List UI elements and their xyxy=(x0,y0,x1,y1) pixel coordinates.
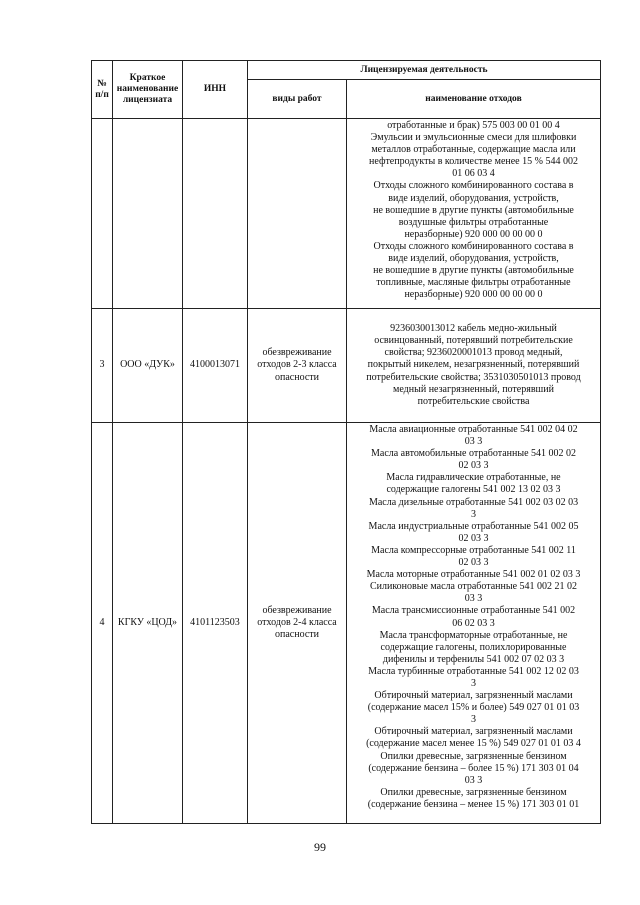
waste-line: 02 03 3 xyxy=(458,532,489,544)
row-num-cell: 3 xyxy=(92,309,113,423)
waste-line: Масла индустриальные отработанные 541 002 05 xyxy=(368,520,579,532)
waste-line: Силиконовые масла отработанные 541 002 21 02 xyxy=(369,581,578,593)
row-name-cell: ООО «ДУК» xyxy=(113,309,183,423)
waste-line: не вошедшие в другие пункты (автомобильные xyxy=(373,204,574,216)
row-num-cell xyxy=(92,119,113,309)
waste-line: (содержание масел 15% и более) 549 027 01 01 03 xyxy=(367,702,580,714)
row-waste-cell xyxy=(347,119,601,309)
waste-line: Обтирочный материал, загрязненный маслами xyxy=(374,726,573,738)
waste-line: Масла моторные отработанные 541 002 01 02 03 3 xyxy=(366,569,581,581)
waste-line: нефтепродукты в количестве менее 15 % 544 002 xyxy=(369,156,578,168)
waste-line: Масла трансмиссионные отработанные 541 002 xyxy=(371,605,576,617)
row-work-cell: обезвреживание отходов 2-3 класса опасности xyxy=(248,309,347,423)
waste-line: не вошедшие в другие пункты (автомобильные xyxy=(373,265,574,277)
row-num-cell: 4 xyxy=(92,423,113,824)
waste-line: 01 06 03 4 xyxy=(452,168,495,180)
row-inn-cell: 4101123503 xyxy=(183,423,248,824)
waste-line: неразборные) 920 000 00 00 00 0 xyxy=(404,228,543,240)
row-work-cell: обезвреживание отходов 2-4 класса опасности xyxy=(248,423,347,824)
waste-line: 9236030013012 кабель медно-жильный xyxy=(390,323,557,335)
waste-line: топливные, масляные фильтры отработанные xyxy=(376,277,571,289)
waste-line: 02 03 3 xyxy=(458,460,489,472)
waste-line: виде изделий, оборудования, устройств, xyxy=(388,253,559,265)
waste-line: Опилки древесные, загрязненные бензином xyxy=(380,750,567,762)
row-work-cell xyxy=(248,119,347,309)
license-table xyxy=(91,60,601,824)
waste-line: Отходы сложного комбинированного состава в xyxy=(373,180,574,192)
row-waste-cell xyxy=(347,423,601,824)
table-row xyxy=(92,423,601,824)
header-licensed-activity: Лицензируемая деятельность xyxy=(248,61,601,80)
waste-line: Эмульсии и эмульсионные смеси для шлифовки xyxy=(370,132,577,144)
waste-line: виде изделий, оборудования, устройств, xyxy=(388,192,559,204)
waste-line: Масла автомобильные отработанные 541 002 02 xyxy=(370,448,577,460)
waste-line: содержащие галогены 541 002 13 02 03 3 xyxy=(386,484,561,496)
waste-line: 02 03 3 xyxy=(458,557,489,569)
header-short-name: Краткое наименование лицензиата xyxy=(113,61,183,119)
header-work-types: виды работ xyxy=(248,80,347,119)
waste-line: (содержание бензина – более 15 %) 171 303 01 04 xyxy=(368,762,579,774)
waste-line: Отходы сложного комбинированного состава в xyxy=(373,240,574,252)
waste-line: освинцованный, потерявший потребительские xyxy=(374,335,573,347)
page-number: 99 xyxy=(314,840,326,854)
waste-line: отработанные и брак) 575 003 00 01 00 4 xyxy=(387,120,560,131)
waste-line: 06 02 03 3 xyxy=(452,617,495,629)
waste-line: Масла турбинные отработанные 541 002 12 02 03 xyxy=(368,665,579,677)
waste-line: 3 xyxy=(471,508,476,520)
waste-line: Опилки древесные, загрязненные бензином xyxy=(380,786,567,798)
waste-line: медный незагрязненный, потерявший xyxy=(393,383,554,395)
waste-line: покрытый никелем, незагрязненный, потерявший xyxy=(367,359,580,371)
waste-line: 03 3 xyxy=(464,593,483,605)
waste-line: Масла авиационные отработанные 541 002 04 02 xyxy=(369,424,578,435)
row-inn-cell: 4100013071 xyxy=(183,309,248,423)
waste-line: (содержание масел менее 15 %) 549 027 01 01 03 4 xyxy=(366,738,581,750)
waste-line: содержащие галогены, полихлорированные xyxy=(380,641,567,653)
waste-line: Масла трансформаторные отработанные, не xyxy=(379,629,568,641)
row-name-cell: КГКУ «ЦОД» xyxy=(113,423,183,824)
waste-line: Масла гидравлические отработанные, не xyxy=(386,472,561,484)
row-name-cell xyxy=(113,119,183,309)
header-inn: ИНН xyxy=(183,61,248,119)
waste-line: 3 xyxy=(471,714,476,726)
header-row xyxy=(92,61,601,80)
header-waste-names: наименование отходов xyxy=(347,80,601,119)
waste-line: воздушные фильтры отработанные xyxy=(398,216,549,228)
waste-line: потребительские свойства xyxy=(417,395,530,407)
waste-line: потребительские свойства; 3531030501013 провод xyxy=(366,371,581,383)
table-row xyxy=(92,119,601,309)
row-waste-cell xyxy=(347,309,601,423)
waste-line: 3 xyxy=(471,677,476,689)
table-row xyxy=(92,309,601,423)
waste-line: неразборные) 920 000 00 00 00 0 xyxy=(404,289,543,301)
waste-line: (содержание бензина – менее 15 %) 171 303 01 01 xyxy=(367,798,580,810)
waste-line: 03 3 xyxy=(464,436,483,448)
waste-line: Масла компрессорные отработанные 541 002 11 xyxy=(371,544,576,556)
waste-line: Обтирочный материал, загрязненный маслами xyxy=(374,690,573,702)
waste-line: Масла дизельные отработанные 541 002 03 02 03 xyxy=(368,496,579,508)
waste-line: 03 3 xyxy=(464,774,483,786)
row-inn-cell xyxy=(183,119,248,309)
waste-line: металлов отработанные, содержащие масла или xyxy=(371,144,576,156)
waste-line: свойства; 9236020001013 провод медный, xyxy=(384,347,563,359)
waste-line: дифенилы и терфенилы 541 002 07 02 03 3 xyxy=(382,653,565,665)
header-num: № п/п xyxy=(92,61,113,119)
